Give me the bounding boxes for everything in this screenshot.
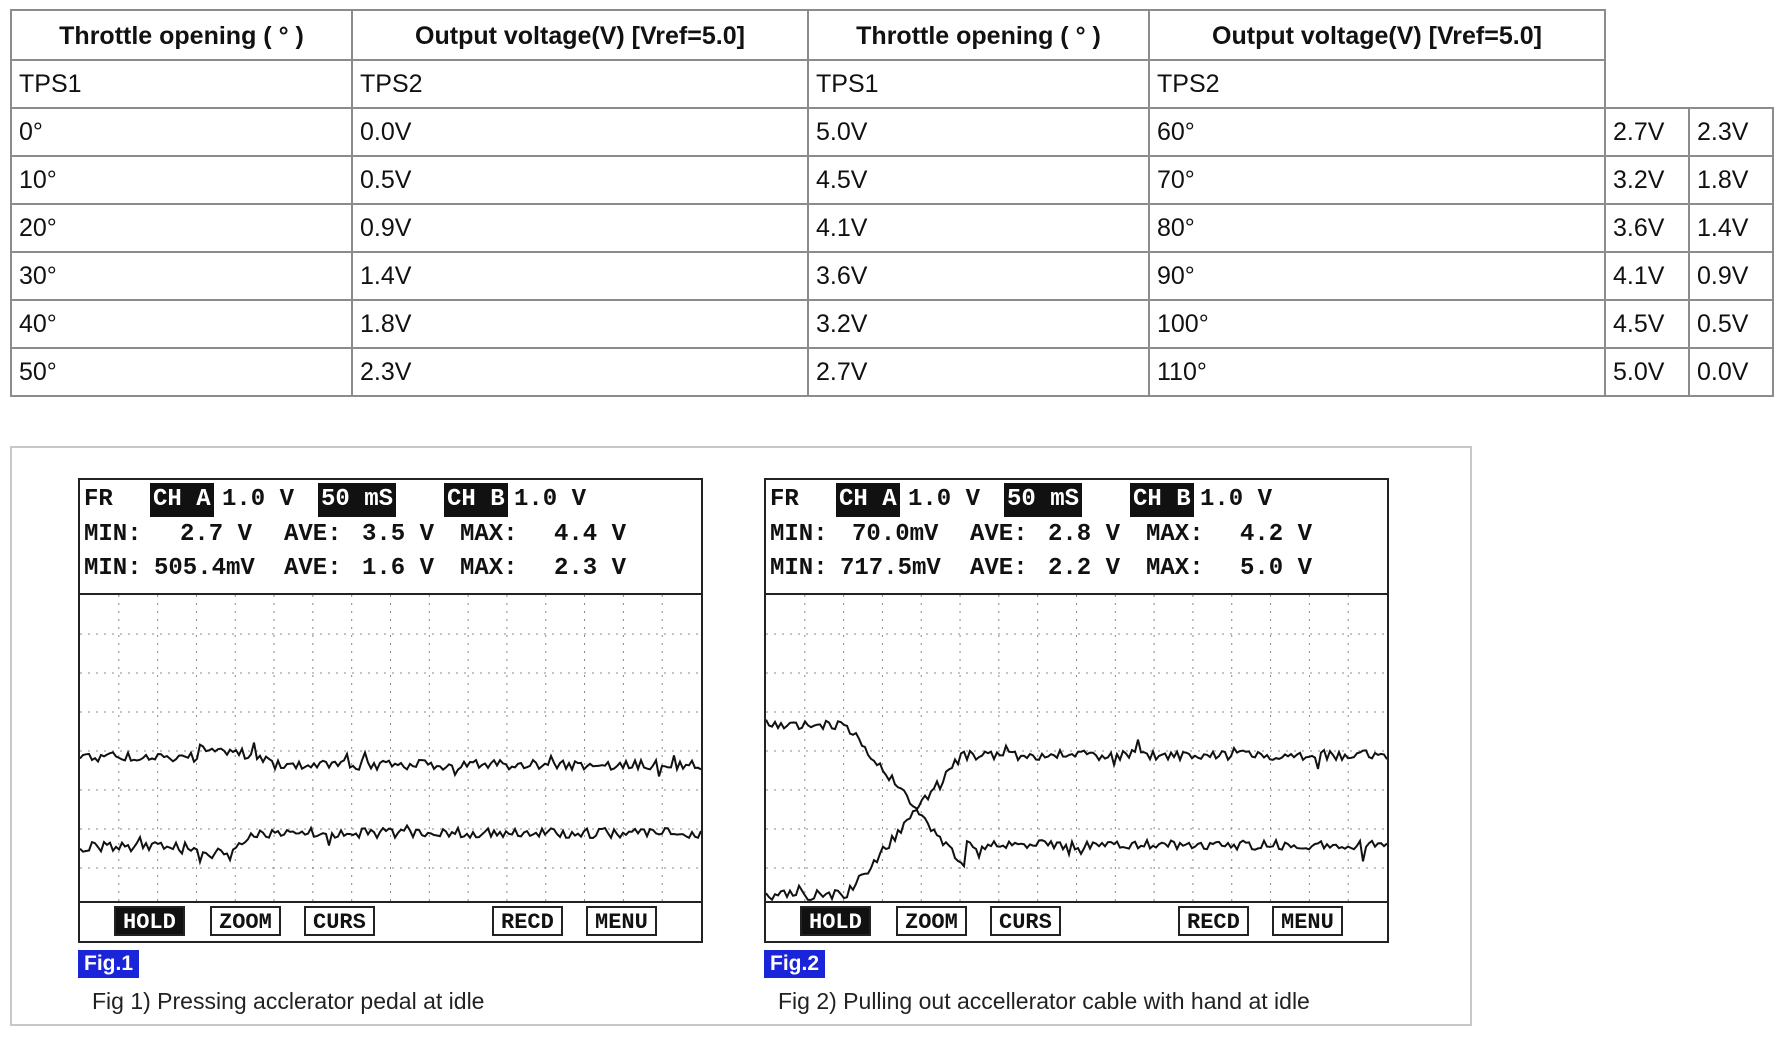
table-cell: 4.5V: [1605, 300, 1689, 348]
table-cell: 0.0V: [1689, 348, 1773, 396]
table-row: [11, 252, 1773, 300]
table-cell: 3.6V: [808, 252, 1149, 300]
subheader-cell: TPS2: [352, 60, 808, 108]
figure-caption: Fig 2) Pulling out accellerator cable with hand at idle: [778, 988, 1310, 1014]
header-cell: Output voltage(V) [Vref=5.0]: [1149, 10, 1605, 60]
min-label: MIN:: [770, 521, 828, 548]
timebase-label: 50 mS: [1004, 483, 1082, 517]
table-cell: 110°: [1149, 348, 1605, 396]
max-value: 5.0 V: [1240, 555, 1313, 582]
table-cell: 5.0V: [1605, 348, 1689, 396]
oscilloscope-screen-fig1: [78, 478, 703, 943]
table-row: [11, 300, 1773, 348]
channel-a-label: CH A: [150, 483, 214, 517]
channel-b-scale: 1.0 V: [514, 486, 587, 513]
channel-a-scale: 1.0 V: [908, 486, 981, 513]
timebase-label: 50 mS: [318, 483, 396, 517]
ave-label: AVE:: [284, 555, 342, 582]
table-cell: 0°: [11, 108, 352, 156]
max-value: 4.2 V: [1240, 521, 1313, 548]
hold-button[interactable]: HOLD: [114, 906, 185, 936]
hold-button[interactable]: HOLD: [800, 906, 871, 936]
oscilloscope-screen-fig2: [764, 478, 1389, 943]
table-cell: 1.8V: [352, 300, 808, 348]
ave-value: 1.6 V: [362, 555, 435, 582]
table-cell: 0.9V: [352, 204, 808, 252]
max-label: MAX:: [460, 521, 518, 548]
table-cell: 0.0V: [352, 108, 808, 156]
table-cell: 70°: [1149, 156, 1605, 204]
ave-label: AVE:: [284, 521, 342, 548]
max-value: 4.4 V: [554, 521, 627, 548]
min-label: MIN:: [770, 555, 828, 582]
oscilloscope-figures-panel: [10, 446, 1472, 1026]
menu-button[interactable]: MENU: [1272, 906, 1343, 936]
mode-label: FR: [770, 486, 799, 513]
empty-header-cell: [1605, 10, 1773, 108]
table-cell: 1.4V: [1689, 204, 1773, 252]
table-cell: 4.1V: [1605, 252, 1689, 300]
table-cell: 80°: [1149, 204, 1605, 252]
menu-button[interactable]: MENU: [586, 906, 657, 936]
table-row: [11, 204, 1773, 252]
ave-value: 2.2 V: [1048, 555, 1121, 582]
recd-button[interactable]: RECD: [492, 906, 563, 936]
ave-label: AVE:: [970, 521, 1028, 548]
tps-voltage-table: [10, 9, 1774, 397]
table-cell: 2.7V: [808, 348, 1149, 396]
min-label: MIN:: [84, 555, 142, 582]
header-cell: Output voltage(V) [Vref=5.0]: [352, 10, 808, 60]
table-cell: 1.4V: [352, 252, 808, 300]
scope-readout: [80, 480, 701, 595]
zoom-button[interactable]: ZOOM: [896, 906, 967, 936]
table-cell: 4.1V: [808, 204, 1149, 252]
min-value: 505.4mV: [154, 555, 255, 582]
ave-value: 3.5 V: [362, 521, 435, 548]
header-cell: Throttle opening ( ° ): [808, 10, 1149, 60]
scope-button-bar: [80, 901, 701, 941]
table-cell: 2.3V: [352, 348, 808, 396]
table-cell: 3.6V: [1605, 204, 1689, 252]
table-body: [11, 108, 1773, 396]
table-cell: 0.5V: [1689, 300, 1773, 348]
channel-a-label: CH A: [836, 483, 900, 517]
table-cell: 20°: [11, 204, 352, 252]
table-cell: 1.8V: [1689, 156, 1773, 204]
zoom-button[interactable]: ZOOM: [210, 906, 281, 936]
figure-tag: Fig.1: [78, 950, 139, 978]
channel-b-scale: 1.0 V: [1200, 486, 1273, 513]
table-cell: 2.7V: [1605, 108, 1689, 156]
table-cell: 10°: [11, 156, 352, 204]
table-subheader-row: [11, 60, 1773, 108]
channel-a-scale: 1.0 V: [222, 486, 295, 513]
ave-value: 2.8 V: [1048, 521, 1121, 548]
min-value: 70.0mV: [852, 521, 939, 548]
table-cell: 4.5V: [808, 156, 1149, 204]
channel-b-label: CH B: [444, 483, 508, 517]
table-row: [11, 108, 1773, 156]
recd-button[interactable]: RECD: [1178, 906, 1249, 936]
channel-b-label: CH B: [1130, 483, 1194, 517]
max-label: MAX:: [1146, 555, 1204, 582]
table-cell: 3.2V: [808, 300, 1149, 348]
curs-button[interactable]: CURS: [990, 906, 1061, 936]
curs-button[interactable]: CURS: [304, 906, 375, 936]
table-header-row: [11, 10, 1773, 60]
subheader-cell: TPS1: [808, 60, 1149, 108]
table-cell: 3.2V: [1605, 156, 1689, 204]
figure-caption: Fig 1) Pressing acclerator pedal at idle: [92, 988, 485, 1014]
min-value: 2.7 V: [180, 521, 253, 548]
table-cell: 90°: [1149, 252, 1605, 300]
table-cell: 30°: [11, 252, 352, 300]
min-label: MIN:: [84, 521, 142, 548]
ave-label: AVE:: [970, 555, 1028, 582]
table-cell: 40°: [11, 300, 352, 348]
subheader-cell: TPS2: [1149, 60, 1605, 108]
table-row: [11, 348, 1773, 396]
table-row: [11, 156, 1773, 204]
table-cell: 0.5V: [352, 156, 808, 204]
waveform-display: [80, 595, 701, 907]
table-cell: 0.9V: [1689, 252, 1773, 300]
table-cell: 5.0V: [808, 108, 1149, 156]
table-cell: 2.3V: [1689, 108, 1773, 156]
header-cell: Throttle opening ( ° ): [11, 10, 352, 60]
max-label: MAX:: [1146, 521, 1204, 548]
scope-button-bar: [766, 901, 1387, 941]
table-cell: 60°: [1149, 108, 1605, 156]
table-cell: 100°: [1149, 300, 1605, 348]
table-cell: 50°: [11, 348, 352, 396]
mode-label: FR: [84, 486, 113, 513]
figure-tag: Fig.2: [764, 950, 825, 978]
max-value: 2.3 V: [554, 555, 627, 582]
max-label: MAX:: [460, 555, 518, 582]
subheader-cell: TPS1: [11, 60, 352, 108]
scope-readout: [766, 480, 1387, 595]
waveform-display: [766, 595, 1387, 907]
min-value: 717.5mV: [840, 555, 941, 582]
